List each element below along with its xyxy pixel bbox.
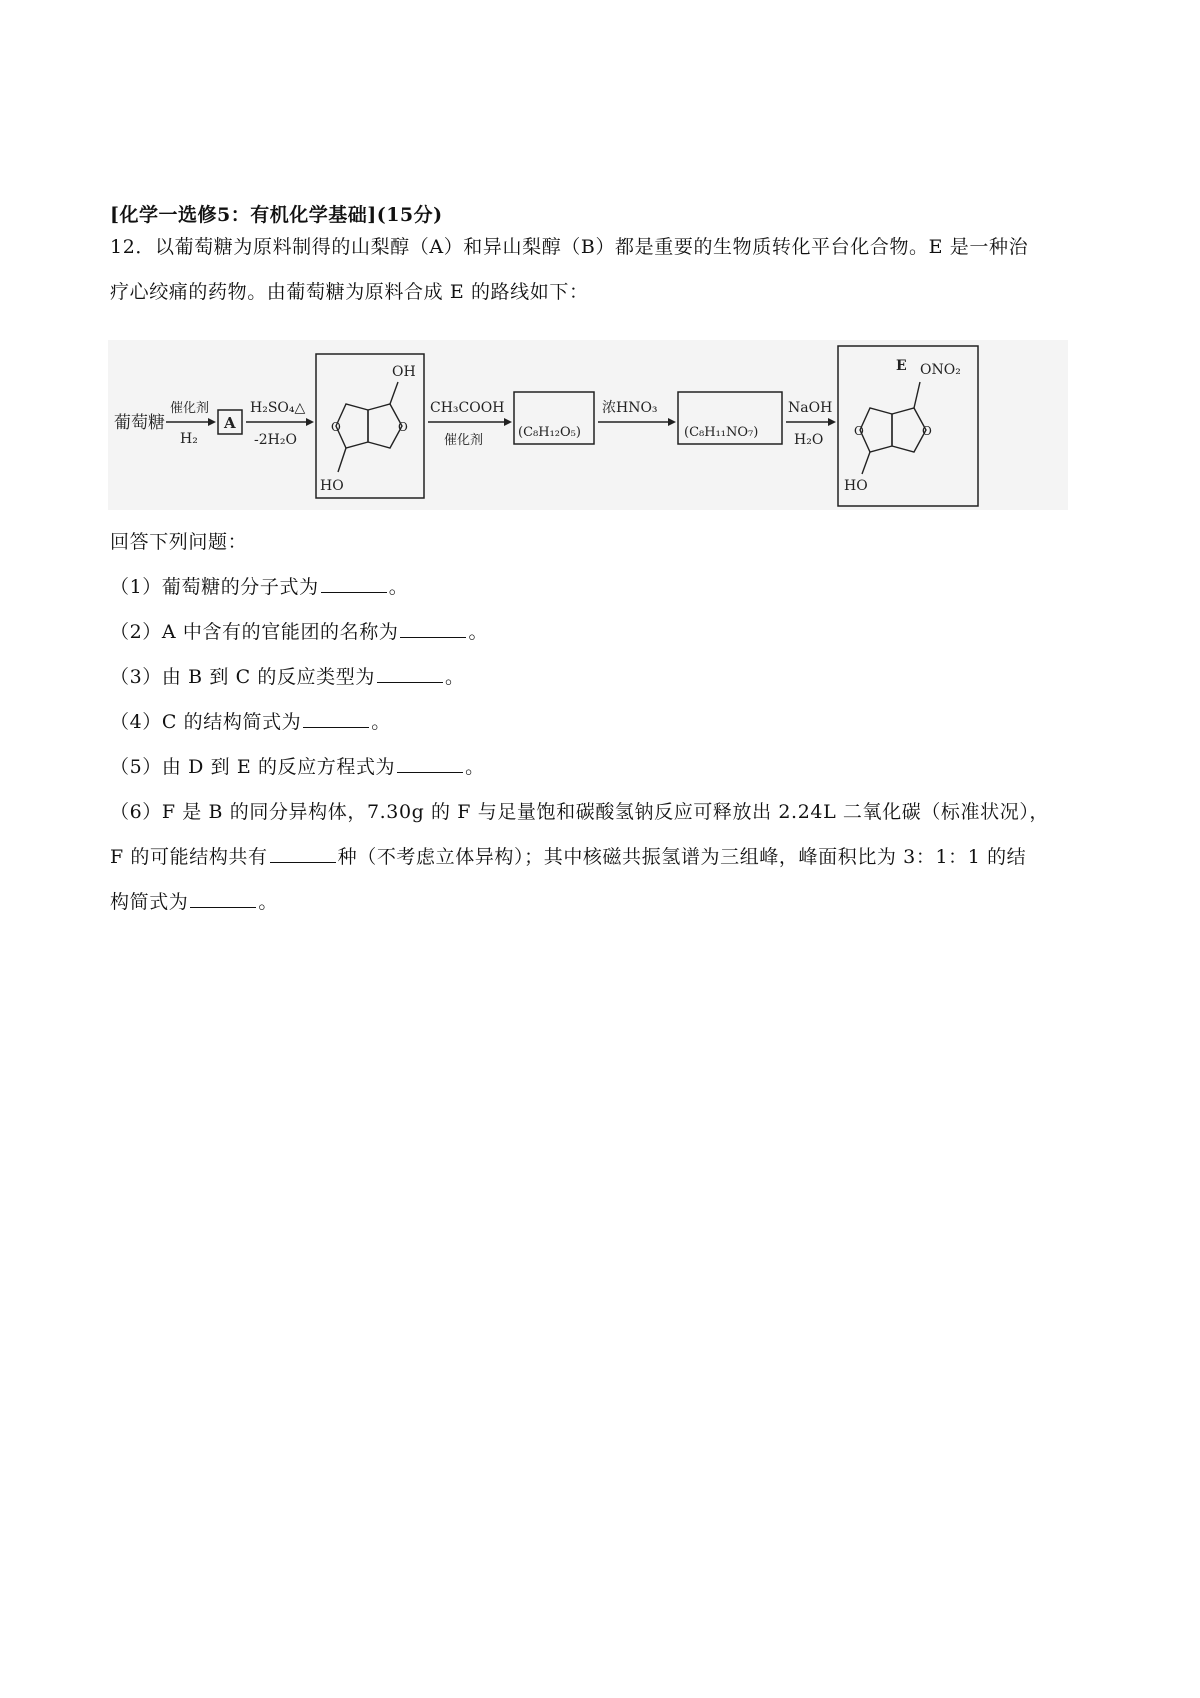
question-4-text: （4）C 的结构简式为 (110, 711, 302, 733)
question-6-line-2 (110, 842, 1026, 869)
question-6-line-1: （6）F 是 B 的同分异构体，7.30g 的 F 与足量饱和碳酸氢钠反应可释放出 2.24L 二氧化碳（标准状况）， (110, 801, 1050, 823)
question-5 (110, 752, 485, 779)
step3-reagent-top: CH₃COOH (430, 400, 505, 416)
question-3-end: 。 (444, 666, 465, 688)
question-5-end: 。 (465, 756, 485, 778)
question-6-line-3 (110, 887, 278, 914)
question-1-end: 。 (388, 576, 409, 598)
question-intro-line-1: 12．以葡萄糖为原料制得的山梨醇（A）和异山梨醇（B）都是重要的生物质转化平台化合物。E 是一种治 (110, 236, 1029, 258)
question-2 (110, 617, 488, 644)
answer-prompt: 回答下列问题： (110, 531, 248, 553)
answer-blank-3[interactable] (377, 666, 443, 683)
question-5-text: （5）由 D 到 E 的反应方程式为 (110, 756, 396, 778)
question-6-line-2-text: F 的可能结构共有 (110, 846, 268, 868)
step3-reagent-bottom: 催化剂 (444, 433, 484, 448)
compound-d-formula: (C₈H₁₁NO₇) (684, 425, 759, 440)
question-6-line-2-rest: 种（不考虑立体异构）；其中核磁共振氢谱为三组峰，峰面积比为 3：1：1 的结 (337, 846, 1027, 868)
question-1-text: （1）葡萄糖的分子式为 (110, 576, 319, 598)
e-ring-o-left: O (854, 424, 864, 438)
synthesis-route-figure (108, 340, 1068, 510)
compound-e-ono2: ONO₂ (920, 362, 961, 378)
question-4 (110, 707, 391, 734)
step2-reagent-top: H₂SO₄△ (250, 400, 306, 416)
step2-reagent-bottom: -2H₂O (254, 432, 297, 448)
compound-b-oh-bottom: HO (320, 478, 344, 494)
question-4-end: 。 (371, 711, 391, 733)
question-1 (110, 572, 408, 599)
b-ring-o-right: O (398, 420, 408, 434)
answer-blank-1[interactable] (321, 576, 387, 593)
question-6-line-3-end: 。 (258, 891, 279, 913)
compound-e-oh: HO (844, 478, 868, 494)
question-intro-line-2: 疗心绞痛的药物。由葡萄糖为原料合成 E 的路线如下： (110, 281, 589, 303)
step1-reagent-top: 催化剂 (170, 401, 210, 416)
answer-blank-4[interactable] (303, 711, 369, 728)
compound-c-formula: (C₈H₁₂O₅) (518, 425, 581, 440)
question-2-end: 。 (468, 621, 489, 643)
question-3 (110, 662, 465, 689)
question-2-text: （2）A 中含有的官能团的名称为 (110, 621, 399, 643)
compound-a-label: A (224, 414, 236, 432)
answer-blank-6a[interactable] (270, 846, 336, 863)
step4-reagent-top: 浓HNO₃ (602, 400, 658, 416)
answer-blank-5[interactable] (397, 756, 463, 773)
answer-blank-2[interactable] (400, 621, 466, 638)
step1-reagent-bottom: H₂ (180, 431, 198, 447)
e-ring-o-right: O (922, 424, 932, 438)
section-heading: [化学一选修5：有机化学基础](15分) (110, 204, 443, 226)
step5-reagent-top: NaOH (788, 400, 833, 416)
step5-reagent-bottom: H₂O (794, 432, 824, 448)
question-3-text: （3）由 B 到 C 的反应类型为 (110, 666, 375, 688)
scheme-start-label: 葡萄糖 (114, 413, 165, 433)
compound-e-label: E (896, 358, 907, 374)
answer-blank-6b[interactable] (190, 891, 256, 908)
b-ring-o-left: O (331, 420, 341, 434)
question-6-line-3-text: 构简式为 (110, 891, 189, 913)
compound-b-oh-top: OH (392, 364, 416, 380)
